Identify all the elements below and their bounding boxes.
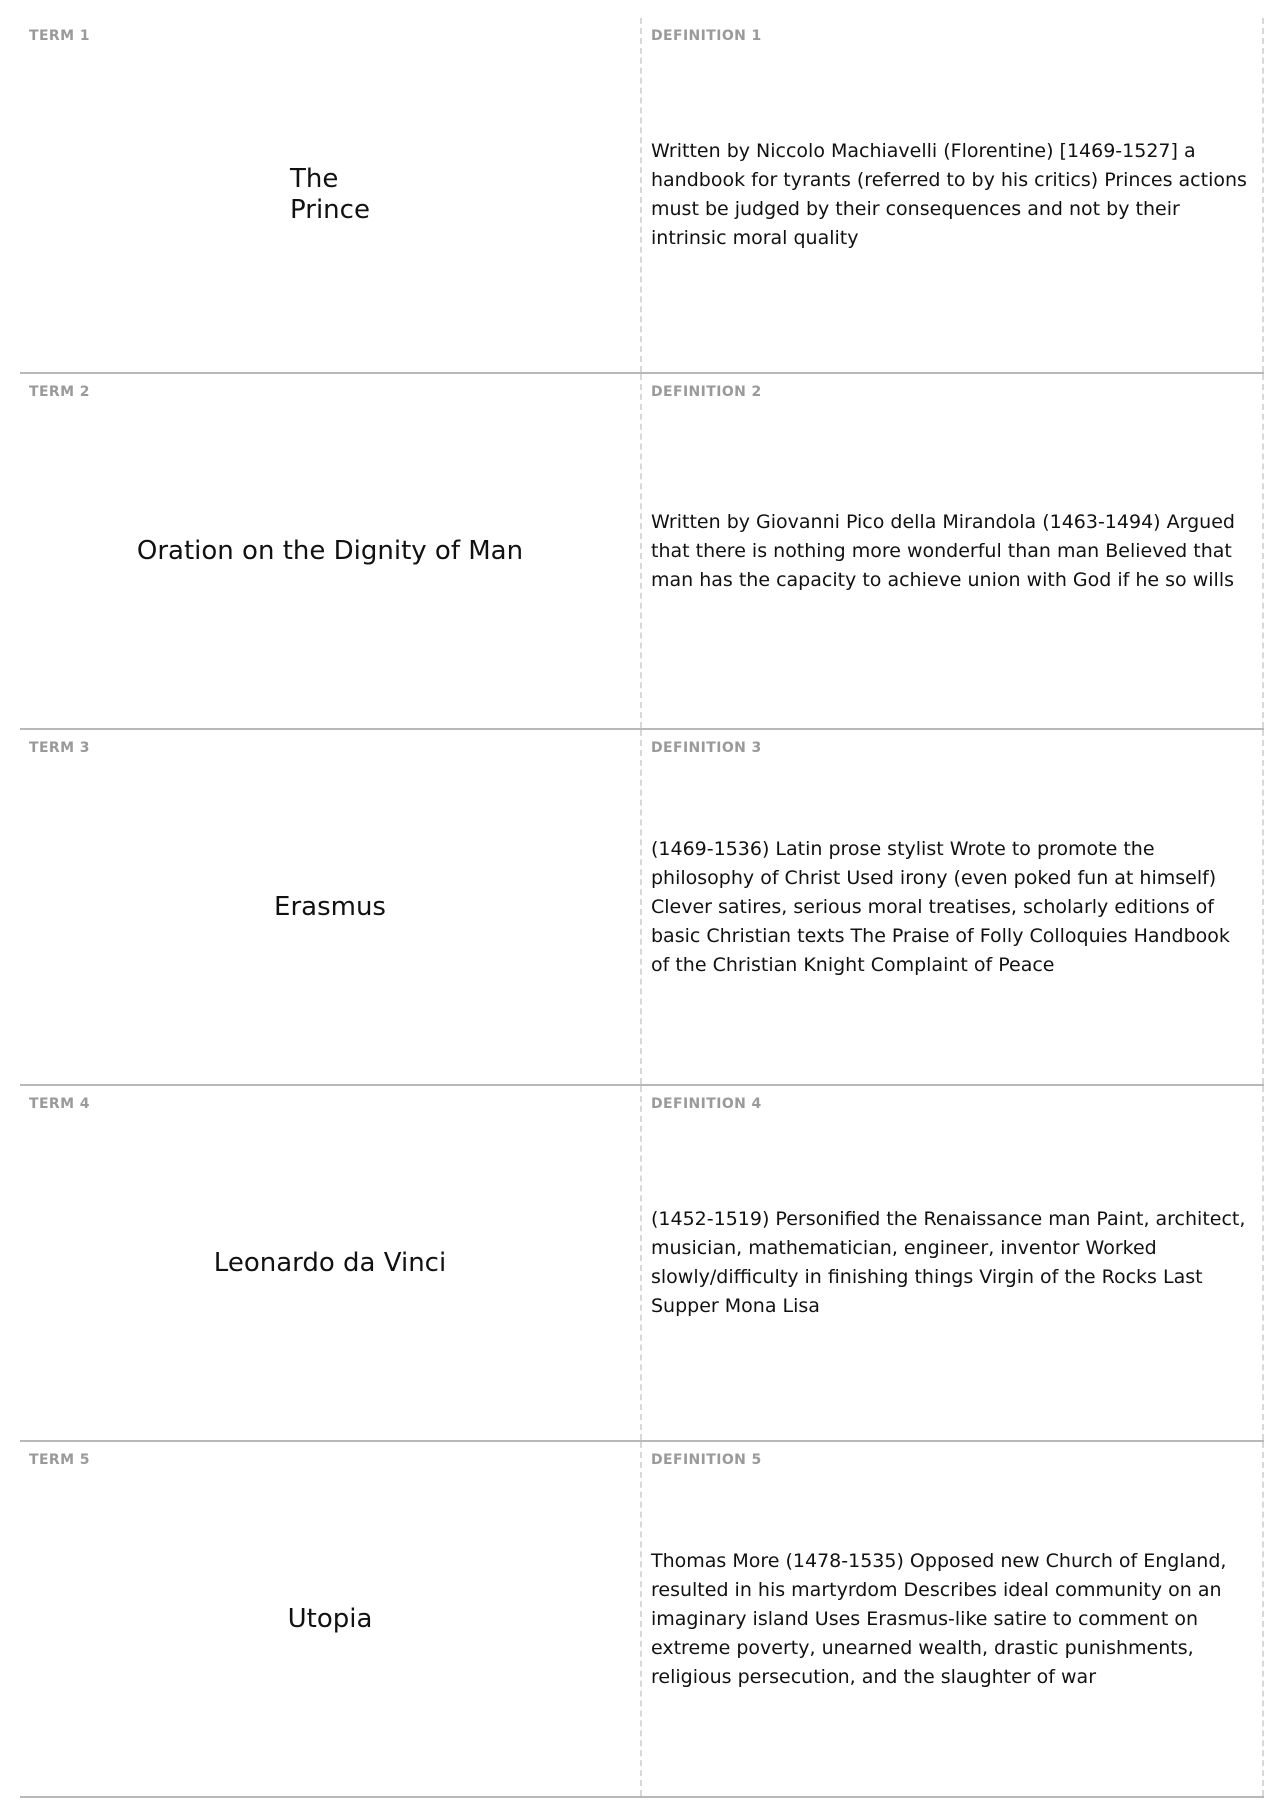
definition-text [651,374,1254,728]
definition-label: DEFINITION 3 [651,740,762,756]
term-label: TERM 1 [29,28,90,44]
term-cell [20,730,642,1084]
term-text [20,1442,640,1796]
term-text [20,374,640,728]
definition-text [651,1442,1254,1796]
term-cell [20,18,642,372]
term-cell [20,1442,642,1796]
flashcard-row [20,1442,1264,1798]
definition-cell [642,1442,1264,1796]
term-text [20,1086,640,1440]
term-label: TERM 4 [29,1096,90,1112]
term-label: TERM 5 [29,1452,90,1468]
term-value: Oration on the Dignity of Man [136,535,524,566]
term-text [20,18,640,372]
flashcard-row [20,730,1264,1086]
definition-text [651,1086,1254,1440]
definition-text [651,18,1254,372]
flashcard-sheet [20,18,1264,1798]
term-cell [20,1086,642,1440]
definition-label: DEFINITION 5 [651,1452,762,1468]
term-value: The Prince [290,164,370,225]
term-label: TERM 3 [29,740,90,756]
definition-value: Thomas More (1478-1535) Opposed new Church of England, resulted in his martyrdom Describes ideal community on an imaginary island Uses Erasmus-like satire to comment on extreme poverty, unearned wealth, drastic punishments, religious persecution, and the slaughter of war [651,1549,1227,1688]
definition-value: Written by Niccolo Machiavelli (Florentine) [1469-1527] a handbook for tyrants (referred to by his critics) Princes actions must be judged by their consequences and not by their intrinsic moral quality [651,140,1247,249]
definition-value: Written by Giovanni Pico della Mirandola (1463-1494) Argued that there is nothing more wonderful than man Believed that man has the capacity to achieve union with God if he so wills [651,510,1235,591]
definition-label: DEFINITION 1 [651,28,762,44]
definition-text [651,730,1254,1084]
definition-cell [642,730,1264,1084]
definition-label: DEFINITION 4 [651,1096,762,1112]
flashcard-row [20,374,1264,730]
flashcard-row [20,18,1264,374]
term-value: Leonardo da Vinci [213,1247,447,1278]
definition-label: DEFINITION 2 [651,384,762,400]
definition-cell [642,18,1264,372]
definition-value: (1469-1536) Latin prose stylist Wrote to promote the philosophy of Christ Used irony (even poked fun at himself) Clever satires, serious moral treatises, scholarly editions of basic Christian texts The Praise of Folly Colloquies Handbook of the Christian Knight Complaint of Peace [651,837,1230,976]
flashcard-row [20,1086,1264,1442]
term-text [20,730,640,1084]
term-value: Utopia [287,1603,373,1634]
definition-cell [642,374,1264,728]
term-value: Erasmus [274,891,386,922]
definition-cell [642,1086,1264,1440]
term-cell [20,374,642,728]
definition-value: (1452-1519) Personified the Renaissance man Paint, architect, musician, mathematician, engineer, inventor Worked slowly/difficulty in finishing things Virgin of the Rocks Last Supper Mona Lisa [651,1208,1246,1317]
term-label: TERM 2 [29,384,90,400]
